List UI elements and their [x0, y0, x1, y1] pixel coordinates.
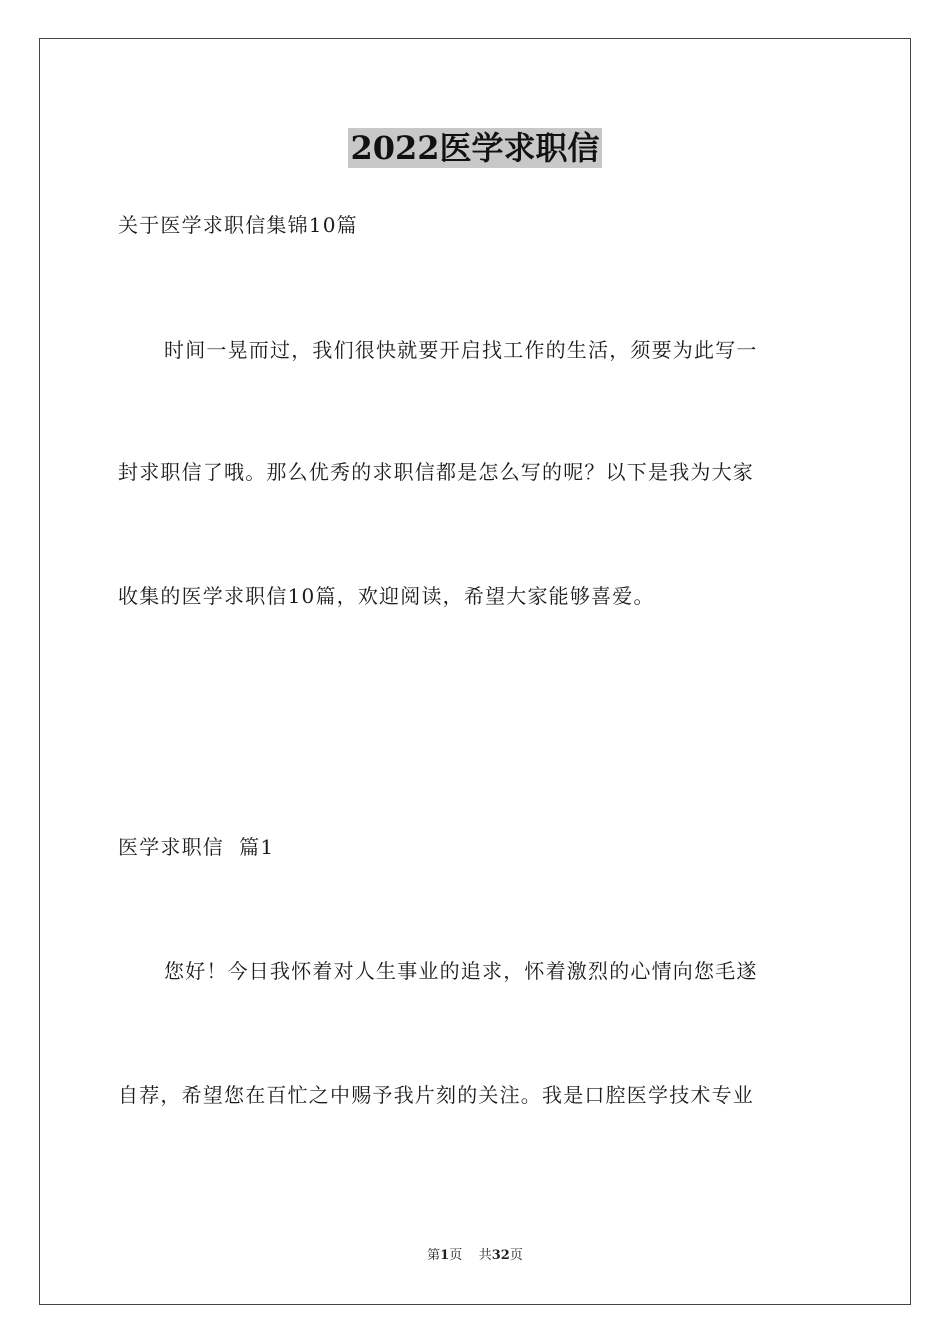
- document-title: [0, 128, 950, 168]
- document-subtitle: 关于医学求职信集锦10篇: [118, 213, 358, 237]
- body-line-1: 您好！今日我怀着对人生事业的追求，怀着激烈的心情向您毛遂: [164, 959, 758, 983]
- footer-prefix: 第: [427, 1248, 441, 1263]
- body-line-2: 自荐，希望您在百忙之中赐予我片刻的关注。我是口腔医学技术专业: [118, 1083, 754, 1107]
- intro-line-3: 收集的医学求职信10篇，欢迎阅读，希望大家能够喜爱。: [118, 584, 655, 608]
- section-heading: 医学求职信 篇1: [118, 835, 275, 859]
- footer-suffix: 页: [509, 1248, 523, 1263]
- footer-total-pages: 32: [491, 1248, 510, 1263]
- footer-current-page: 1: [440, 1248, 450, 1263]
- page-footer: [0, 1247, 950, 1265]
- intro-line-2: 封求职信了哦。那么优秀的求职信都是怎么写的呢？以下是我为大家: [118, 460, 754, 484]
- document-title-text: 2022医学求职信: [350, 129, 600, 167]
- footer-mid: 页 共: [449, 1248, 492, 1263]
- intro-line-1: 时间一晃而过，我们很快就要开启找工作的生活，须要为此写一: [164, 338, 758, 362]
